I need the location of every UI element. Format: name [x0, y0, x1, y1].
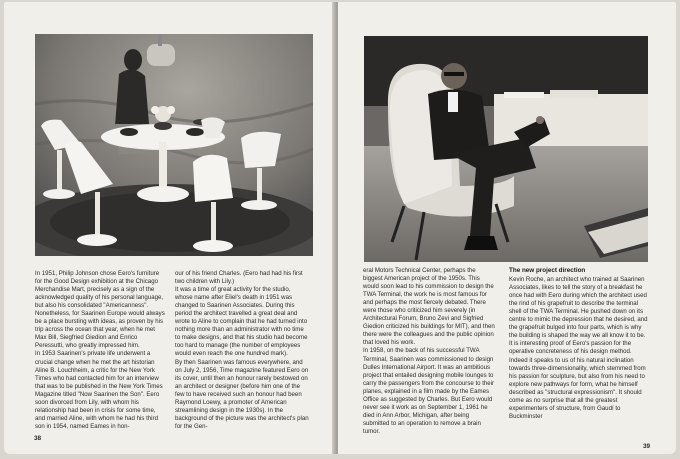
- paragraph: In 1958, on the back of his successful TWA Terminal, Saarinen was commissioned to design Dulles International Airport. It was an ambitious project that entailed designing mobile lounges to carry the passengers from the concourse to their planes, explained in a film made by the Eames Office as suggested by Charles. But Eero would never see it work as on September 1, 1961 he died in Ann Arbor, Michigan, after being submitted to an operation to remove a brain tumor.: [363, 347, 495, 435]
- paragraph: In 1951, Philip Johnson chose Eero's furniture for the Good Design exhibition at the Chicago Merchandise Mart, precisely as a sign of the acknowledged quality of his personal language, but also his consolidated "Americanness". Nonetheless, for Saarinen Europe would always be a place bursting with ideas, as proven by his trip across the ocean that year, when he met Max Bill, Siegfried Giedion and Enrico Peressutti, who greatly impressed him.: [35, 270, 165, 350]
- paragraph: It was a time of great activity for the studio, whose name after Eliel's death in 1951 was changed to Saarinen Associates. During this period the architect travelled a great deal and wrote to Aline to complain that he had turned into nothing more than an administrator with no time to make designs, and that his studio had become too hard to manage (the number of employees would even reach the one hundred mark).: [175, 286, 308, 358]
- paragraph: By then Saarinen was famous everywhere, and on July 2, 1956, Time magazine featured Eero on its cover, until then an honour rarely bestowed on an architect or designer (before him one of the few to have received such an honour had been Raymond Loewy, a promoter of American streamlining design in the 1930s). In the background of the picture was the architect's plan for the Gen-: [175, 358, 309, 430]
- right-column-2: [509, 267, 648, 421]
- right-page: [338, 2, 676, 454]
- saarinen-portrait-photo: [364, 36, 648, 262]
- dining-room-photo: [35, 34, 313, 256]
- paragraph: eral Motors Technical Center, perhaps the biggest American project of the 1950s. This would soon lead to his commission to design the TWA Terminal, the work he is most famous for and perhaps the most fiercely debated. There were those who criticized him severely (in Architectural Forum, Bruno Zevi and Sigfried Giedion criticized his buildings for MIT), and then there were the colleagues and the public opinion that loved his work.: [363, 267, 495, 347]
- tulip-chairs-photo-illustration: [35, 34, 313, 256]
- right-column-1: [363, 267, 497, 436]
- section-heading: The new project direction: [509, 267, 586, 274]
- left-column-1: [35, 270, 167, 431]
- left-page: [4, 2, 336, 454]
- paragraph: our of his friend Charles. (Eero had had his first two children with Lily.): [175, 270, 303, 286]
- page-number-left: 38: [34, 435, 42, 442]
- page-number-right: 39: [643, 443, 651, 450]
- left-column-2: [175, 270, 309, 431]
- man-in-womb-chair-illustration: [364, 36, 648, 262]
- paragraph: In 1953 Saarinen's private life underwent a crucial change when he met the art historian Aline B. Louchheim, a critic for the New York Times who had contacted him for an interview that was to be published in the New York Times Magazine titled "Now Saarinen the Son". Eero soon divorced from Lily, with whom his relationship had been in crisis for some time, and married Aline, with whom he had his third son in 1954, named Eames in hon-: [35, 350, 163, 430]
- paragraph: Kevin Roche, an architect who trained at Saarinen Associates, likes to tell the story of a breakfast he once had with Eero during which the architect used the rind of his grapefruit to describe the terminal shell of the TWA Terminal. He pushed down on its centre to mimic the depression that he desired, and the grapefruit bulged into four parts, which is why the building is shaped the way we all know it to be. It is interesting proof of Eero's passion for the operative concreteness of his design method. Indeed it speaks to us of his natural inclination towards three-dimensionality, which stemmed from his passion for sculpture, but also from his need to explore new pathways for form, what he himself described as "structural expressionism". It should come as no surprise that all the greatest experimenters of structure, from Gaudí to Buckminster: [509, 276, 648, 420]
